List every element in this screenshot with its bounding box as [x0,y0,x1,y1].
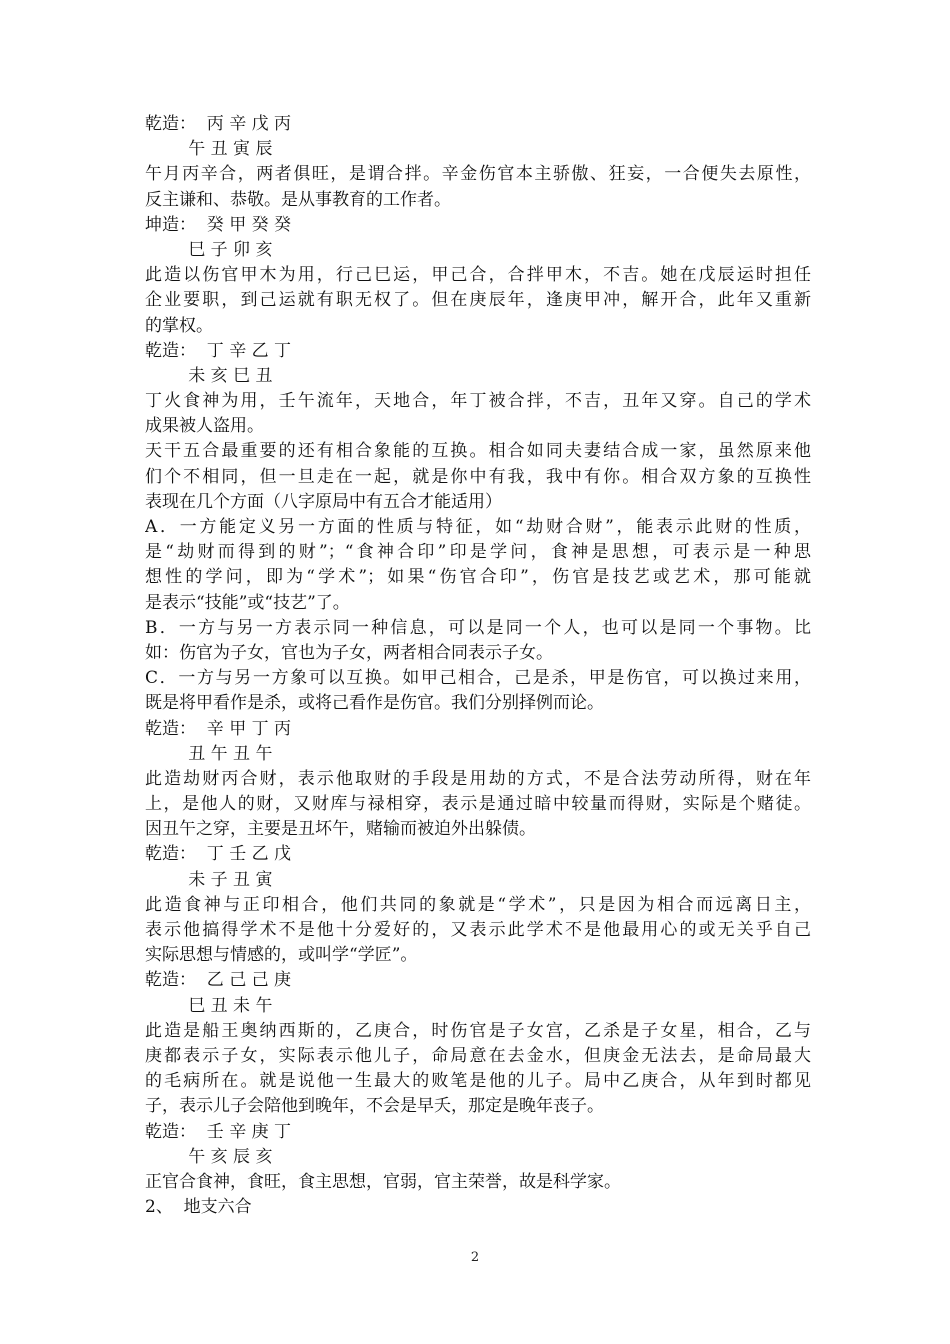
text-line: A．一方能定义另一方面的性质与特征，如“劫财合财”，能表示此财的性质， [145,517,811,537]
text-line: 午 丑 寅 辰 [145,139,273,160]
text-line: 此造食神与正印相合，他们共同的象就是“学术”，只是因为相合而远离日主， [145,894,811,915]
text-line: 未 亥 巳 丑 [145,365,273,386]
text-line: 上，是他人的财，又财库与禄相穿，表示是通过暗中较量而得财，实际是个赌徒。 [145,794,811,815]
text-line: 此造是船王奥纳西斯的，乙庚合，时伤官是子女宫，乙杀是子女星，相合，乙与 [145,1020,811,1041]
text-line: C．一方与另一方象可以互换。如甲己相合，己是杀，甲是伤官，可以换过来用， [145,668,811,689]
text-line: 反主谦和、恭敬。是从事教育的工作者。 [145,189,451,210]
text-line: 的毛病所在。就是说他一生最大的败笔是他的儿子。局中乙庚合，从年到时都见 [145,1071,811,1092]
text-line: 想性的学问，即为“学术”；如果“伤官合印”，伤官是技艺或艺术，那可能就 [145,567,811,588]
text-line: 成果被人盗用。 [145,416,264,437]
text-line: 乾造： 丁 辛 乙 丁 [145,340,292,361]
text-line: 午 亥 辰 亥 [145,1146,273,1167]
text-line: 因丑午之穿，主要是丑坏午，赌输而被迫外出躲债。 [145,819,536,840]
text-line: 实际思想与情感的，或叫学“学匠”。 [145,945,418,966]
text-line: 未 子 丑 寅 [145,869,273,890]
text-line: 如：伤官为子女，官也为子女，两者相合同表示子女。 [145,642,553,663]
text-line: 天干五合最重要的还有相合象能的互换。相合如同夫妻结合成一家，虽然原来他 [145,441,811,462]
text-line: 2、 地支六合 [145,1197,252,1218]
text-line: 的掌权。 [145,315,213,336]
text-line: 乾造： 丙 辛 戊 丙 [145,114,292,134]
text-line: 庚都表示子女，实际表示他儿子，命局意在去金水，但庚金无法去，是命局最大 [145,1045,811,1066]
text-line: 正官合食神，食旺，食主思想，官弱，官主荣誉，故是科学家。 [145,1171,621,1192]
text-line: 巳 子 卯 亥 [145,239,273,260]
text-line: 乾造： 辛 甲 丁 丙 [145,718,292,739]
text-line: B．一方与另一方表示同一种信息，可以是同一个人，也可以是同一个事物。比 [145,617,811,638]
page-number: 2 [470,1250,480,1265]
text-line: 此造以伤官甲木为用，行己巳运，甲己合，合拌甲木，不吉。她在戊辰运时担任 [145,265,811,286]
text-line: 坤造： 癸 甲 癸 癸 [145,214,292,235]
text-line: 巳 丑 未 午 [145,995,273,1016]
text-line: 丑 午 丑 午 [145,743,273,764]
document-body [145,112,811,1220]
text-line: 是表示“技能”或“技艺”了。 [145,592,350,613]
text-line: 们个不相同，但一旦走在一起，就是你中有我，我中有你。相合双方象的互换性 [145,466,811,487]
text-line: 乾造： 丁 壬 乙 戊 [145,844,292,865]
text-line: 乾造： 壬 辛 庚 丁 [145,1121,292,1142]
text-line: 午月丙辛合，两者俱旺，是谓合拌。辛金伤官本主骄傲、狂妄，一合便失去原性， [145,164,811,185]
text-line: 既是将甲看作是杀，或将己看作是伤官。我们分别择例而论。 [145,693,604,714]
text-line: 子，表示儿子会陪他到晚年，不会是早夭，那定是晚年丧子。 [145,1096,604,1117]
text-line: 乾造： 乙 己 己 庚 [145,970,292,991]
text-line: 表示他搞得学术不是他十分爱好的，又表示此学术不是他最用心的或无关乎自己 [145,920,811,940]
text-line: 表现在几个方面（八字原局中有五合才能适用） [145,491,502,512]
text-line: 此造劫财丙合财，表示他取财的手段是用劫的方式，不是合法劳动所得，财在年 [145,768,811,789]
text-line: 是“劫财而得到的财”；“食神合印”印是学问，食神是思想，可表示是一种思 [145,542,811,563]
text-line: 丁火食神为用，壬午流年，天地合，年丁被合拌，不吉，丑年又穿。自己的学术 [145,391,811,412]
text-line: 企业要职，到己运就有职无权了。但在庚辰年，逢庚甲冲，解开合，此年又重新 [145,290,811,311]
